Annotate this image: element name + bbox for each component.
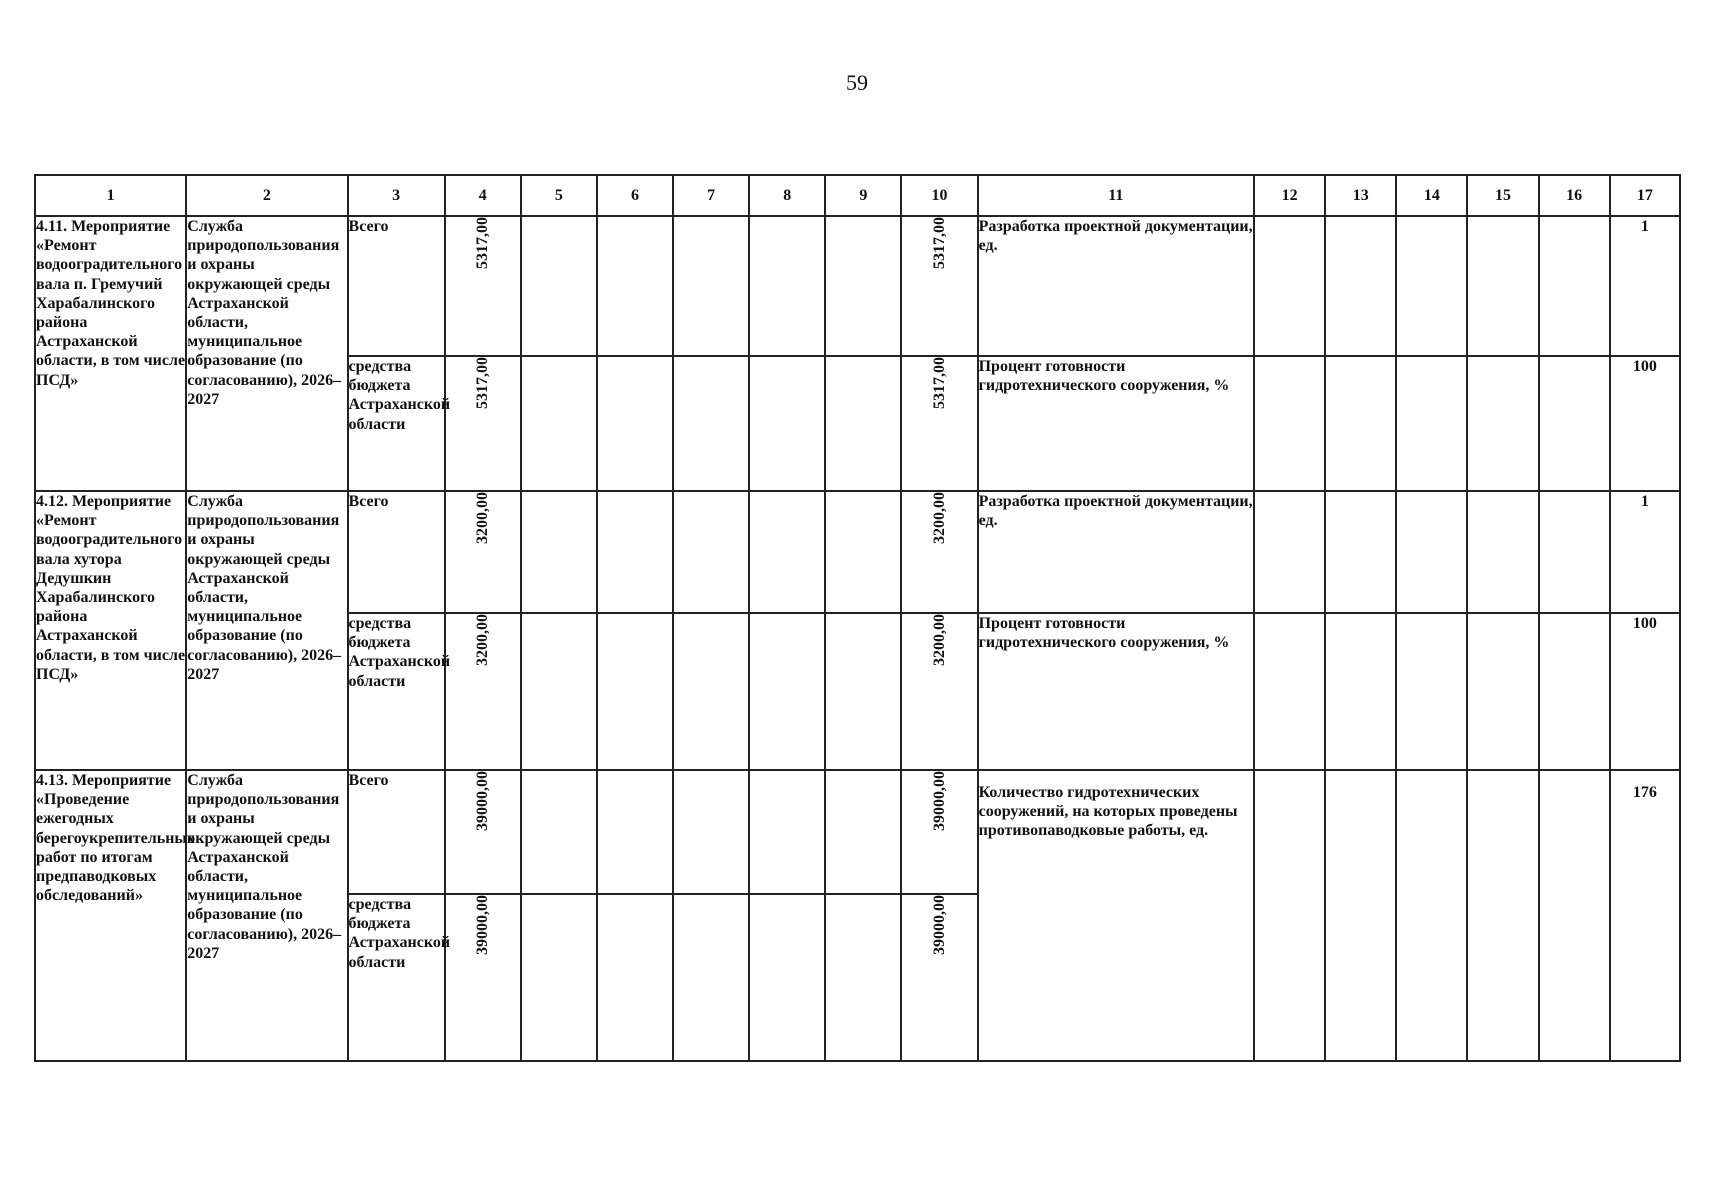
col-header: 1 <box>35 175 186 216</box>
col-header: 9 <box>825 175 901 216</box>
col-header: 2 <box>186 175 347 216</box>
indicator-name: Разработка проектной документации, ед. <box>978 491 1255 613</box>
indicator-target: 1 <box>1610 491 1680 613</box>
col-header: 5 <box>521 175 597 216</box>
indicator-name: Процент готовности гидротехнического сооружения, % <box>978 613 1255 770</box>
table-row <box>35 770 1680 894</box>
indicator-name: Процент готовности гидротехнического сооружения, % <box>978 356 1255 491</box>
amount-total <box>445 894 521 1061</box>
col-header: 6 <box>597 175 673 216</box>
amount-total <box>445 356 521 491</box>
indicator-target: 100 <box>1610 613 1680 770</box>
measure-name: 4.12. Мероприятие «Ремонт водооградительного вала хутора Дедушкин Харабалинского района Астраханской области, в том числе ПСД» <box>35 491 186 770</box>
amount-value: 3200,00 <box>930 614 948 666</box>
amount-year <box>901 356 977 491</box>
amount-year <box>901 770 977 894</box>
funding-source: Всего <box>348 770 445 894</box>
col-header: 15 <box>1467 175 1538 216</box>
amount-value: 39000,00 <box>930 771 948 831</box>
col-header: 11 <box>978 175 1255 216</box>
indicator-name: Количество гидротехнических сооружений, на которых проведены противопаводковые работы, ед. <box>978 770 1255 1061</box>
funding-source: средства бюджета Астраханской области <box>348 613 445 770</box>
amount-value: 3200,00 <box>474 614 492 666</box>
col-header: 7 <box>673 175 749 216</box>
funding-source: Всего <box>348 216 445 356</box>
amount-year <box>901 216 977 356</box>
col-header: 13 <box>1325 175 1396 216</box>
amount-total <box>445 770 521 894</box>
col-header: 12 <box>1254 175 1325 216</box>
indicator-name: Разработка проектной документации, ед. <box>978 216 1255 356</box>
amount-value: 39000,00 <box>930 895 948 955</box>
amount-value: 5317,00 <box>474 357 492 409</box>
col-header: 16 <box>1539 175 1610 216</box>
responsible-executor: Служба природопользования и охраны окружающей среды Астраханской области, муниципальное образование (по согласованию), 2026–2027 <box>186 216 347 491</box>
indicator-target: 176 <box>1610 770 1680 1061</box>
amount-total <box>445 216 521 356</box>
table-row <box>35 216 1680 356</box>
col-header: 4 <box>445 175 521 216</box>
program-table <box>34 174 1681 1062</box>
amount-value: 5317,00 <box>474 217 492 269</box>
amount-year <box>901 491 977 613</box>
indicator-target: 1 <box>1610 216 1680 356</box>
page-number: 59 <box>846 70 868 95</box>
amount-value: 39000,00 <box>474 895 492 955</box>
measure-name: 4.11. Мероприятие «Ремонт водооградительного вала п. Гремучий Харабалинского района Астраханской области, в том числе ПСД» <box>35 216 186 491</box>
col-header: 8 <box>749 175 825 216</box>
responsible-executor: Служба природопользования и охраны окружающей среды Астраханской области, муниципальное образование (по согласованию), 2026–2027 <box>186 770 347 1061</box>
funding-source: Всего <box>348 491 445 613</box>
col-header: 10 <box>901 175 977 216</box>
table-row <box>35 491 1680 613</box>
funding-source: средства бюджета Астраханской области <box>348 894 445 1061</box>
amount-value: 3200,00 <box>474 492 492 544</box>
amount-total <box>445 613 521 770</box>
amount-total <box>445 491 521 613</box>
col-header: 3 <box>348 175 445 216</box>
amount-year <box>901 613 977 770</box>
funding-source: средства бюджета Астраханской области <box>348 356 445 491</box>
measure-name: 4.13. Мероприятие «Проведение ежегодных берегоукрепительных работ по итогам предпаводковых обследований» <box>35 770 186 1061</box>
col-header: 14 <box>1396 175 1467 216</box>
amount-value: 5317,00 <box>930 217 948 269</box>
amount-value: 3200,00 <box>930 492 948 544</box>
amount-value: 39000,00 <box>474 771 492 831</box>
amount-year <box>901 894 977 1061</box>
indicator-target: 100 <box>1610 356 1680 491</box>
responsible-executor: Служба природопользования и охраны окружающей среды Астраханской области, муниципальное образование (по согласованию), 2026–2027 <box>186 491 347 770</box>
col-header: 17 <box>1610 175 1680 216</box>
header-row <box>35 175 1680 216</box>
amount-value: 5317,00 <box>930 357 948 409</box>
